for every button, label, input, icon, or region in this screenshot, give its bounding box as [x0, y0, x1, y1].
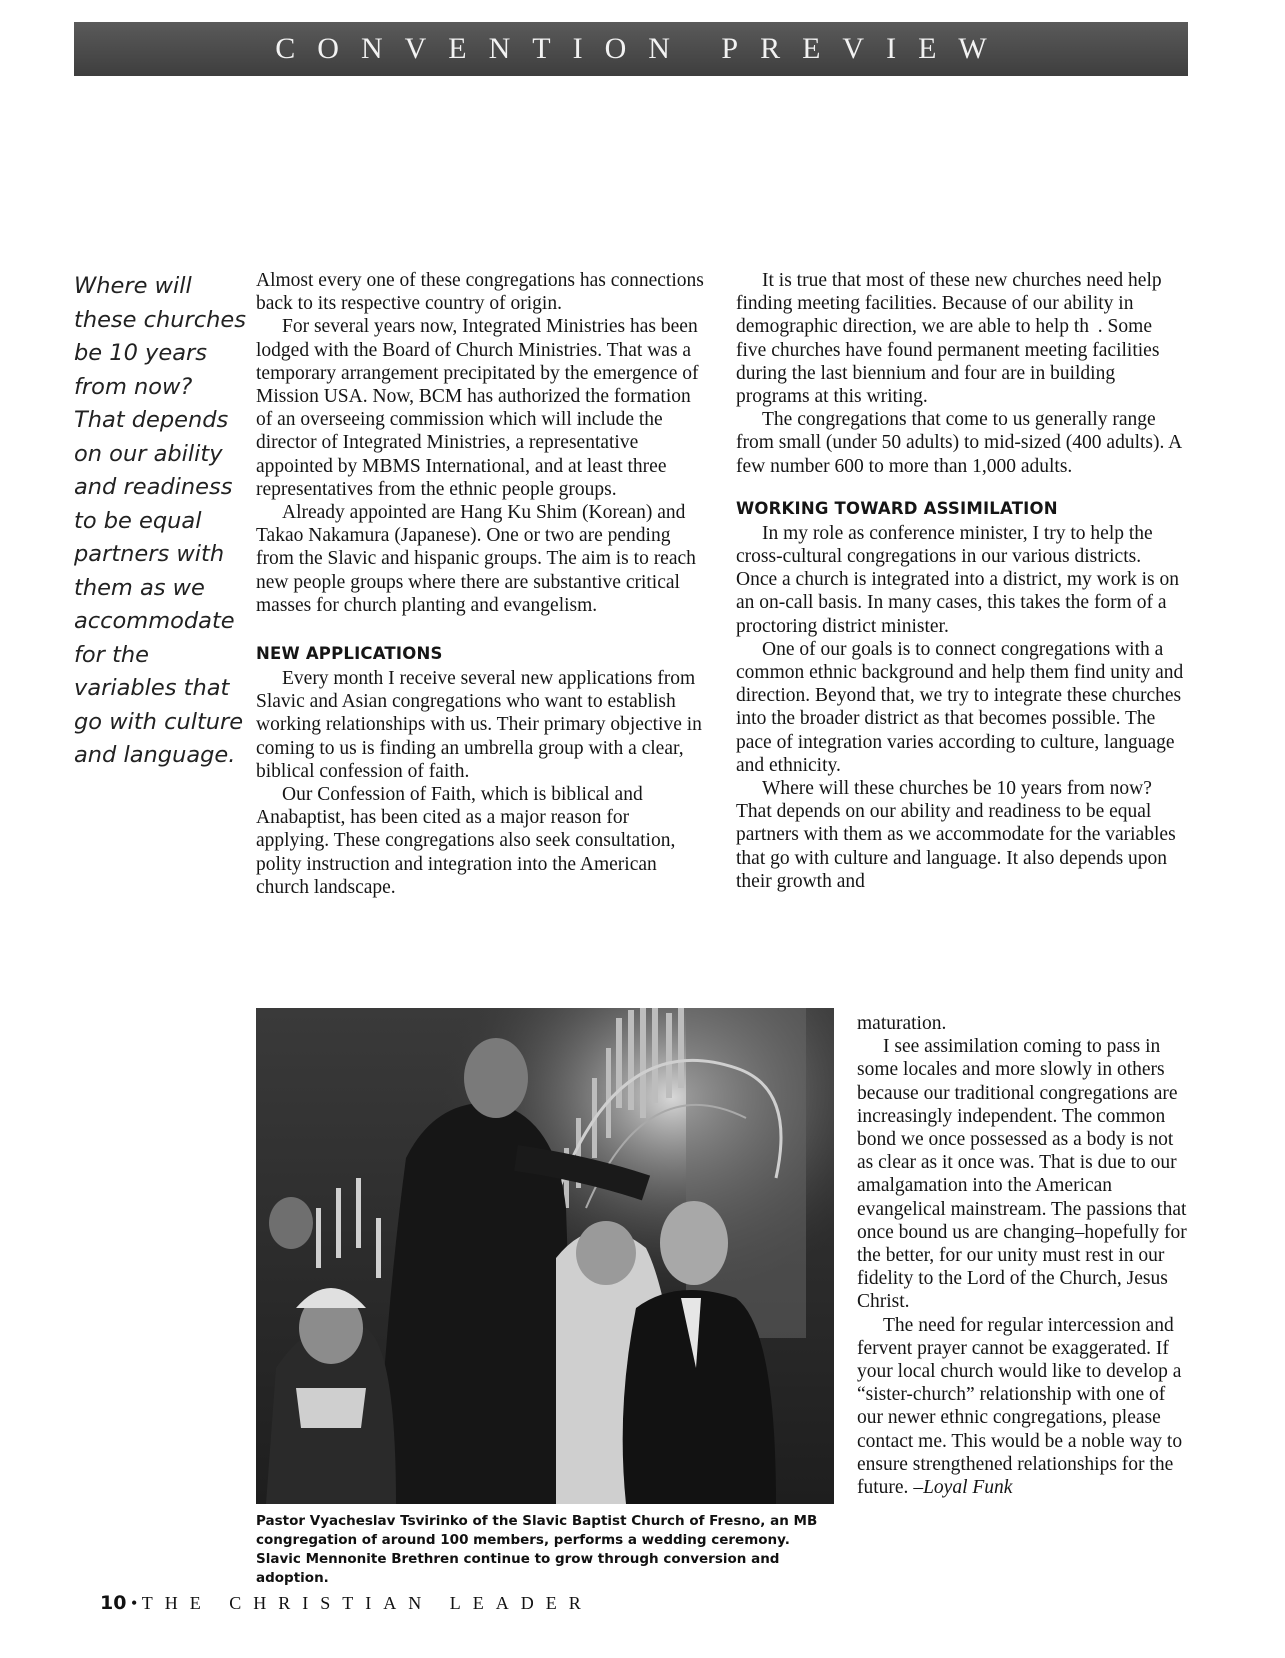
paragraph: The congregations that come to us generally range from small (under 50 adults) to mid-sized (400 adults). A few number 600 to more than 1,000 adults.	[736, 409, 1182, 477]
paragraph: One of our goals is to connect congregations with a common ethnic background and help them find unity and direction. Beyond that, we try to integrate these churches into the broader district as that becomes possible. The pace of integration varies according to culture, language and ethnicity.	[736, 638, 1184, 776]
banner-title: CONVENTION PREVIEW	[275, 32, 1009, 65]
paragraph: Where will these churches be 10 years from now? That depends on our ability and readiness to be equal partners with them as we accommodate for the variables that go with culture and language. It also depends upon their growth and	[736, 778, 1176, 892]
photo-caption: Pastor Vyacheslav Tsvirinko of the Slavic Baptist Church of Fresno, an MB congregation of around 100 members, performs a wedding ceremony. Slavic Mennonite Brethren continue to grow through conversion and adoption.	[256, 1513, 818, 1586]
paragraph: maturation.	[857, 1013, 947, 1034]
wedding-photo	[256, 1008, 834, 1504]
wedding-photo-illustration	[256, 1008, 834, 1504]
paragraph: For several years now, Integrated Ministries has been lodged with the Board of Church Ministries. That was a temporary arrangement precipitated by the emergence of Mission USA. Now, BCM has authorized the formation of an overseeing commission which will include the director of Integrated Ministries, a representative appointed by MBMS International, and at least three representatives from the ethnic people groups.	[256, 316, 699, 500]
section-heading-new-applications: NEW APPLICATIONS	[256, 644, 443, 664]
pull-quote: Where will these churches be 10 years from now? That depends on our ability and readiness to be equal partners with them as we accommodate for the variables that go with culture and language.	[74, 273, 246, 768]
paragraph: It is true that most of these new churches need help finding meeting facilities. Because of our ability in demographic direction, we are able to help th . Some five churches have found permanent meeting facilities during the last biennium and four are in building programs at this writing.	[736, 270, 1162, 408]
paragraph: Almost every one of these congregations has connections back to its respective country of origin.	[256, 270, 704, 315]
paragraph-text: The need for regular intercession and fervent prayer cannot be exaggerated. If your local church would like to develop a “sister-church” relationship with one of our newer ethnic congregations, please contact me. This would be a noble way to ensure strengthened relationships for the future.	[857, 1314, 1183, 1499]
page-number: 10	[100, 1592, 127, 1614]
paragraph: In my role as conference minister, I try to help the cross-cultural congregations in our various districts. Once a church is integrated into a district, my work is on an on-call basis. In many cases, this takes the form of a proctoring district minister.	[736, 522, 1179, 637]
footer-separator: •	[130, 1593, 138, 1613]
author-signature: –Loyal Funk	[913, 1477, 1013, 1499]
publication-name: THE CHRISTIAN LEADER	[141, 1593, 593, 1613]
paragraph: Every month I receive several new applications from Slavic and Asian congregations who want to establish working relationships with us. Their primary objective in coming to us is finding an umbrella group with a clear, biblical confession of faith.	[256, 668, 702, 782]
paragraph: I see assimilation coming to pass in some locales and more slowly in others because our traditional congregations are increasingly independent. The common bond we once possessed as a body is not as clear as it once was. That is due to our amalgamation into the American evangelical mainstream. The passions that once bound us are changing–hopefully for the better, for our unity must rest in our fidelity to the Lord of the Church, Jesus Christ.	[857, 1036, 1187, 1313]
section-banner	[74, 22, 1188, 76]
section-heading-assimilation: WORKING TOWARD ASSIMILATION	[736, 498, 1058, 518]
article-column-right	[736, 269, 1186, 893]
paragraph	[857, 1314, 1189, 1500]
page-footer	[100, 1592, 593, 1614]
paragraph: Already appointed are Hang Ku Shim (Korean) and Takao Nakamura (Japanese). One or two are pending from the Slavic and hispanic groups. The aim is to reach new people groups where there are substantive critical masses for church planting and evangelism.	[256, 502, 696, 616]
paragraph: Our Confession of Faith, which is biblical and Anabaptist, has been cited as a major reason for applying. These congregations also seek consultation, polity instruction and integration into the American church landscape.	[256, 784, 676, 898]
article-column-right-narrow	[857, 1012, 1189, 1499]
article-column-middle	[256, 269, 706, 899]
